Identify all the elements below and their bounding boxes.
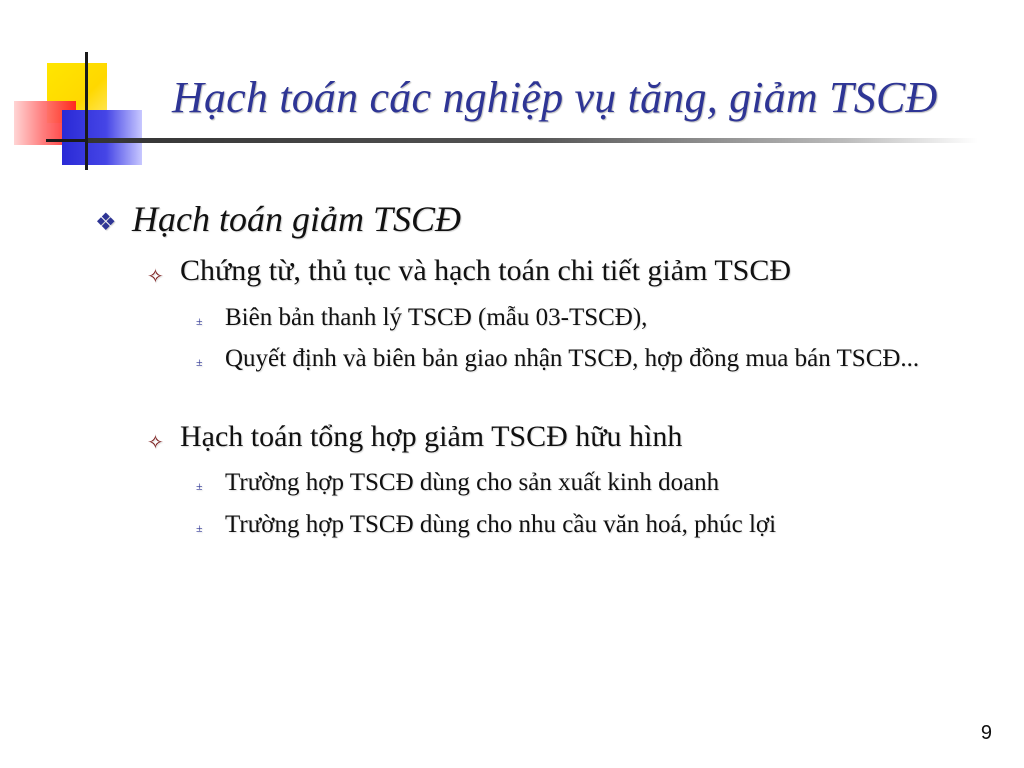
bullet-level3-text: Trường hợp TSCĐ dùng cho nhu cầu văn hoá, phúc lợi bbox=[225, 511, 777, 538]
bullet-level2-text: Chứng từ, thủ tục và hạch toán chi tiết giảm TSCĐ bbox=[180, 254, 792, 287]
bullet-level3 bbox=[196, 508, 925, 541]
bullet-level3-text: Biên bản thanh lý TSCĐ (mẫu 03-TSCĐ), bbox=[225, 304, 648, 331]
bullet-level3-text: Quyết định và biên bản giao nhận TSCĐ, hợp đồng mua bán TSCĐ... bbox=[225, 345, 920, 372]
logo-vertical-line bbox=[85, 52, 88, 170]
bullet-level2 bbox=[147, 254, 791, 288]
bullet-level3 bbox=[196, 342, 925, 375]
bullet-level3-text: Trường hợp TSCĐ dùng cho sản xuất kinh doanh bbox=[225, 469, 720, 496]
bullet-level3 bbox=[196, 466, 925, 499]
diamond-four-icon: ❖ bbox=[95, 210, 117, 236]
bullet-level1-text: Hạch toán giảm TSCĐ bbox=[132, 199, 462, 239]
bullet-level1 bbox=[95, 198, 461, 240]
plus-minus-icon: ± bbox=[196, 479, 203, 493]
four-point-star-icon: ✧ bbox=[147, 266, 164, 288]
bullet-level3 bbox=[196, 301, 925, 334]
page-number: 9 bbox=[980, 722, 992, 744]
plus-minus-icon: ± bbox=[196, 314, 203, 328]
bullet-level2 bbox=[147, 420, 682, 454]
title-underline bbox=[88, 138, 978, 143]
bullet-level2-text: Hạch toán tổng hợp giảm TSCĐ hữu hình bbox=[180, 420, 683, 453]
decorative-logo bbox=[0, 0, 180, 180]
plus-minus-icon: ± bbox=[196, 355, 203, 369]
four-point-star-icon: ✧ bbox=[147, 432, 164, 454]
slide-title: Hạch toán các nghiệp vụ tăng, giảm TSCĐ bbox=[172, 73, 938, 122]
plus-minus-icon: ± bbox=[196, 521, 203, 535]
